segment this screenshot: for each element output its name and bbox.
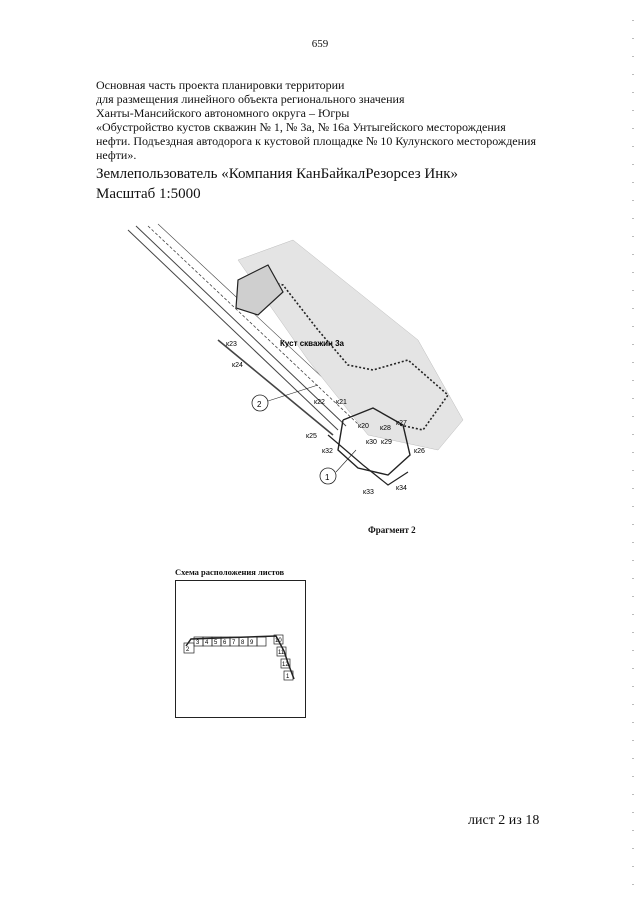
map-point-label: к20 (358, 423, 369, 430)
map-point-label: к21 (336, 399, 347, 406)
sheet-counter: лист 2 из 18 (468, 813, 540, 828)
map-point-label: к30 (366, 439, 377, 446)
sheet-number: 7 (232, 640, 236, 646)
map-point-label: к29 (381, 439, 392, 446)
document-header (96, 78, 596, 162)
sheet-number: 1 (286, 674, 290, 680)
site-plan-map (118, 220, 478, 510)
callout-2 (252, 385, 318, 411)
sheet-number: 2 (186, 647, 190, 653)
site-label: Куст скважин 3а (280, 339, 344, 348)
sheet-number: 5 (214, 640, 218, 646)
sheet-number: 9 (250, 640, 254, 646)
map-point-label: к22 (314, 399, 325, 406)
fragment-label: Фрагмент 2 (368, 525, 416, 535)
sheet-number: 4 (205, 640, 209, 646)
callout-number: 1 (325, 473, 330, 482)
header-line: для размещения линейного объекта регионального значения (96, 92, 405, 106)
map-point-label: к25 (306, 433, 317, 440)
map-point-label: к24 (232, 362, 243, 369)
layout-scheme (175, 580, 306, 718)
sheet-number: 10 (275, 638, 282, 644)
sheet-number: 8 (241, 640, 245, 646)
header-line: «Обустройство кустов скважин № 1, № 3а, № 16а Унтыгейского месторождения (96, 120, 506, 134)
header-line: нефти». (96, 148, 137, 162)
sheet-number: 11 (278, 650, 285, 656)
header-line: Ханты-Мансийского автономного округа – Югры (96, 106, 350, 120)
map-point-label: к23 (226, 341, 237, 348)
sheet-number: 6 (223, 640, 227, 646)
map-scale: Масштаб 1:5000 (96, 186, 201, 202)
sheet-number: 12 (282, 662, 289, 668)
map-point-label: к26 (414, 448, 425, 455)
map-point-label: к33 (363, 489, 374, 496)
page-number: 659 (311, 38, 329, 50)
map-point-label: к34 (396, 485, 407, 492)
callout-number: 2 (257, 400, 262, 409)
layout-scheme-drawing (176, 581, 305, 717)
map-point-label: к28 (380, 425, 391, 432)
sheet-number: 3 (196, 640, 200, 646)
header-line: Основная часть проекта планировки территории (96, 78, 345, 92)
layout-scheme-title: Схема расположения листов (175, 567, 285, 577)
land-user: Землепользователь «Компания КанБайкалРезорсез Инк» (96, 166, 459, 182)
map-point-label: к32 (322, 448, 333, 455)
scan-edge (632, 20, 634, 890)
map-point-label: к27 (396, 420, 407, 427)
header-line: нефти. Подъездная автодорога к кустовой площадке № 10 Кулунского месторождения (96, 134, 536, 148)
